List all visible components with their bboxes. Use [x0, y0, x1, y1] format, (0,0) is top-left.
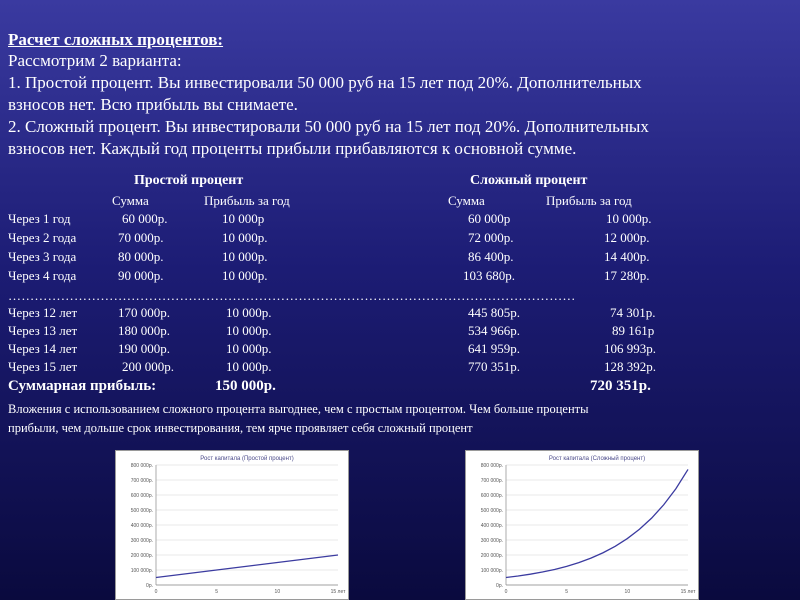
row-label: Через 4 года — [8, 268, 77, 283]
intro-line-2: 1. Простой процент. Вы инвестировали 50 000 руб на 15 лет под 20%. Дополнительных — [8, 73, 642, 92]
simple-profit: 10 000р. — [222, 268, 268, 283]
compound-sum: 445 805р. — [468, 305, 520, 320]
compound-chart-svg — [466, 451, 698, 599]
x-tick-label: 5 — [215, 589, 219, 595]
total-compound: 720 351р. — [590, 378, 651, 394]
series-line — [156, 555, 338, 578]
simple-sum: 90 000р. — [118, 268, 164, 283]
y-tick-label: 500 000р. — [480, 507, 503, 514]
compound-chart — [465, 450, 699, 600]
intro-line-5: взносов нет. Каждый год проценты прибыли прибавляются к основной сумме. — [8, 139, 577, 158]
compound-sum: 72 000р. — [468, 230, 514, 245]
x-tick-label: 5 — [565, 589, 569, 595]
chart-title: Рост капитала (Простой процент) — [200, 456, 294, 462]
simple-sum: 170 000р. — [118, 305, 170, 320]
chart-title: Рост капитала (Сложный процент) — [548, 456, 646, 462]
compound-profit: 14 400р. — [604, 249, 650, 264]
compound-sum: 641 959р. — [468, 341, 520, 356]
total-simple: 150 000р. — [215, 378, 276, 394]
simple-chart — [115, 450, 349, 600]
simple-sum: 80 000р. — [118, 249, 164, 264]
compound-sum: 534 966р. — [468, 323, 520, 338]
page-title: Расчет сложных процентов: — [8, 30, 224, 49]
total-label: Суммарная прибыль: — [8, 378, 157, 394]
compound-profit: 74 301р. — [610, 305, 656, 320]
simple-profit: 10 000р. — [226, 341, 272, 356]
table-row — [0, 323, 800, 341]
y-tick-label: 100 000р. — [480, 567, 503, 574]
simple-sum: 60 000р. — [122, 211, 168, 226]
row-label: Через 3 года — [8, 249, 77, 264]
y-tick-label: 800 000р. — [130, 462, 153, 469]
compound-profit: 128 392р. — [604, 359, 656, 374]
simple-sum: 70 000р. — [118, 230, 164, 245]
x-tick-label: 10 — [624, 589, 631, 595]
table-row — [0, 249, 800, 267]
simple-profit: 10 000р. — [226, 359, 272, 374]
table-row — [0, 211, 800, 229]
row-label: Через 2 года — [8, 230, 77, 245]
conclusion-line-1: Вложения с использованием сложного процента выгоднее, чем с простым процентом. Чем больше проценты — [8, 402, 589, 416]
x-tick-label: 10 — [274, 589, 281, 595]
simple-profit: 10 000р. — [222, 249, 268, 264]
y-tick-label: 200 000р. — [480, 552, 503, 559]
y-tick-label: 300 000р. — [480, 537, 503, 544]
compound-profit: 12 000р. — [604, 230, 650, 245]
table-row — [0, 341, 800, 359]
y-tick-label: 0р. — [146, 582, 153, 589]
table-row — [0, 305, 800, 323]
compound-profit: 106 993р. — [604, 341, 656, 356]
y-tick-label: 600 000р. — [480, 492, 503, 499]
compound-title: Сложный процент — [470, 173, 588, 188]
y-tick-label: 400 000р. — [130, 522, 153, 529]
y-tick-label: 700 000р. — [480, 477, 503, 484]
simple-sum-header: Сумма — [112, 193, 149, 208]
x-tick-label: 15 лет — [330, 589, 346, 595]
row-label: Через 15 лет — [8, 359, 78, 374]
compound-profit: 89 161р — [612, 323, 655, 338]
x-tick-label: 0 — [504, 589, 508, 595]
series-line — [506, 469, 688, 577]
row-label: Через 1 год — [8, 211, 71, 226]
simple-profit-header: Прибыль за год — [204, 193, 290, 208]
intro-line-1: Рассмотрим 2 варианта: — [8, 51, 182, 70]
compound-sum: 103 680р. — [463, 268, 515, 283]
y-tick-label: 500 000р. — [130, 507, 153, 514]
x-tick-label: 0 — [154, 589, 158, 595]
y-tick-label: 400 000р. — [480, 522, 503, 529]
compound-sum-header: Сумма — [448, 193, 485, 208]
compound-sum: 770 351р. — [468, 359, 520, 374]
simple-chart-svg — [116, 451, 348, 599]
table-row — [0, 230, 800, 248]
compound-sum: 60 000р — [468, 211, 511, 226]
simple-profit: 10 000р. — [226, 305, 272, 320]
y-tick-label: 0р. — [496, 582, 503, 589]
simple-title: Простой процент — [134, 173, 244, 188]
table-row — [0, 268, 800, 286]
compound-profit: 17 280р. — [604, 268, 650, 283]
compound-profit: 10 000р. — [606, 211, 652, 226]
compound-sum: 86 400р. — [468, 249, 514, 264]
simple-sum: 200 000р. — [122, 359, 174, 374]
y-tick-label: 100 000р. — [130, 567, 153, 574]
simple-profit: 10 000р. — [226, 323, 272, 338]
y-tick-label: 200 000р. — [130, 552, 153, 559]
y-tick-label: 600 000р. — [130, 492, 153, 499]
row-label: Через 12 лет — [8, 305, 78, 320]
intro-line-3: взносов нет. Всю прибыль вы снимаете. — [8, 95, 298, 114]
table-row — [0, 359, 800, 377]
compound-profit-header: Прибыль за год — [546, 193, 632, 208]
row-label: Через 13 лет — [8, 323, 78, 338]
simple-profit: 10 000р — [222, 211, 265, 226]
table-separator: ………………………………………………………………………………………………………………… — [8, 288, 576, 303]
y-tick-label: 800 000р. — [480, 462, 503, 469]
conclusion — [8, 400, 788, 438]
conclusion-line-2: прибыли, чем дольше срок инвестирования, тем ярче проявляет себя сложный процент — [8, 421, 473, 435]
x-tick-label: 15 лет — [680, 589, 696, 595]
simple-profit: 10 000р. — [222, 230, 268, 245]
simple-sum: 180 000р. — [118, 323, 170, 338]
row-label: Через 14 лет — [8, 341, 78, 356]
y-tick-label: 700 000р. — [130, 477, 153, 484]
simple-sum: 190 000р. — [118, 341, 170, 356]
total-row — [0, 378, 800, 400]
intro-line-4: 2. Сложный процент. Вы инвестировали 50 000 руб на 15 лет под 20%. Дополнительных — [8, 117, 649, 136]
y-tick-label: 300 000р. — [130, 537, 153, 544]
